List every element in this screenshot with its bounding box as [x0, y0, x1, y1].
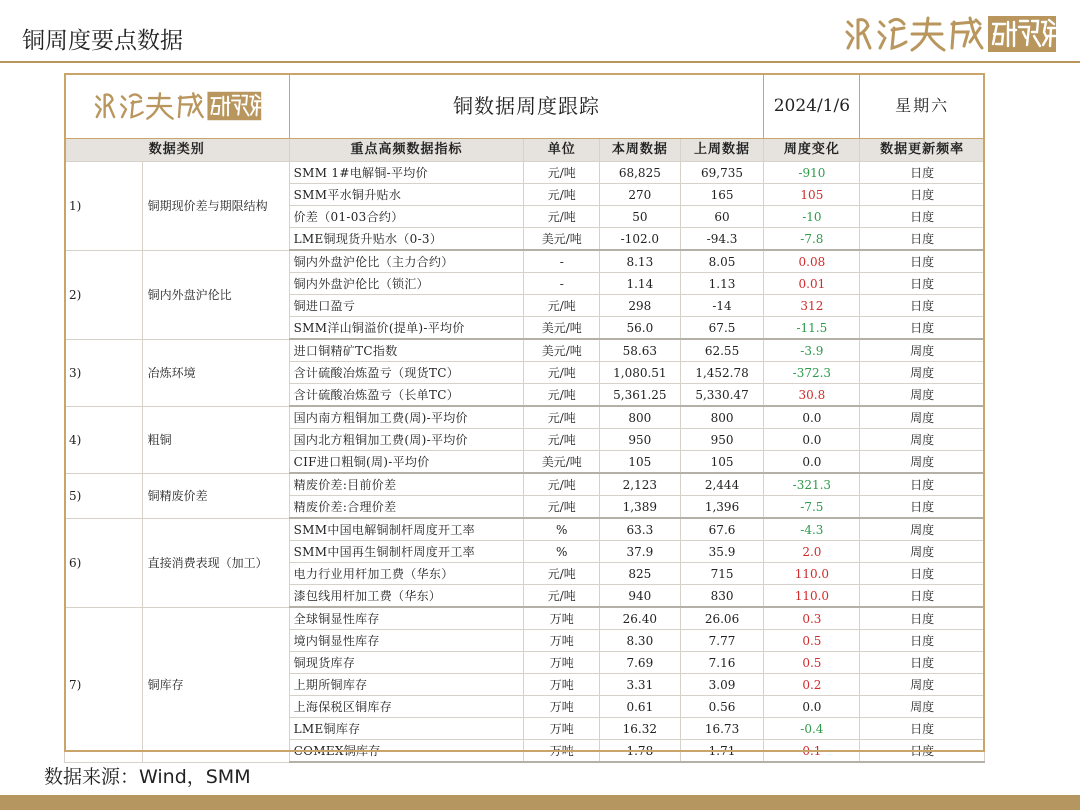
category-name: 粗铜 [142, 406, 289, 473]
category-number: 7) [65, 607, 143, 762]
data-source-note: 数据来源：Wind，SMM [44, 766, 251, 788]
this-week-cell: 1.14 [600, 273, 681, 295]
unit-cell: 美元/吨 [524, 228, 600, 251]
table-row [65, 339, 985, 362]
frequency-cell: 周度 [860, 674, 985, 696]
table-brand-logo [92, 83, 262, 129]
frequency-cell: 日度 [860, 473, 985, 496]
this-week-cell: 8.30 [600, 630, 681, 652]
col-header-weekly-change: 周度变化 [764, 139, 860, 162]
last-week-cell: 7.77 [680, 630, 764, 652]
weekly-change-cell: 2.0 [764, 541, 860, 563]
this-week-cell: 16.32 [600, 718, 681, 740]
unit-cell: 元/吨 [524, 362, 600, 384]
weekly-change-cell: 0.0 [764, 406, 860, 429]
last-week-cell: 2,444 [680, 473, 764, 496]
frequency-cell: 周度 [860, 339, 985, 362]
unit-cell: 万吨 [524, 607, 600, 630]
category-number: 4) [65, 406, 143, 473]
indicator-cell: LME铜现货升贴水（0-3） [289, 228, 524, 251]
last-week-cell: 69,735 [680, 162, 764, 184]
unit-cell: 元/吨 [524, 429, 600, 451]
weekly-change-cell: 0.0 [764, 451, 860, 474]
last-week-cell: 1.13 [680, 273, 764, 295]
unit-cell: 万吨 [524, 674, 600, 696]
this-week-cell: 68,825 [600, 162, 681, 184]
this-week-cell: -102.0 [600, 228, 681, 251]
last-week-cell: 715 [680, 563, 764, 585]
last-week-cell: 1.71 [680, 740, 764, 763]
this-week-cell: 56.0 [600, 317, 681, 340]
frequency-cell: 日度 [860, 607, 985, 630]
weekly-change-cell: 0.3 [764, 607, 860, 630]
unit-cell: 美元/吨 [524, 451, 600, 474]
unit-cell: 元/吨 [524, 563, 600, 585]
indicator-cell: 国内南方粗铜加工费(周)-平均价 [289, 406, 524, 429]
last-week-cell: 67.6 [680, 518, 764, 541]
indicator-cell: 境内铜显性库存 [289, 630, 524, 652]
frequency-cell: 日度 [860, 652, 985, 674]
frequency-cell: 日度 [860, 496, 985, 519]
footer-bar [0, 795, 1080, 810]
unit-cell: 万吨 [524, 740, 600, 763]
table-row [65, 473, 985, 496]
indicator-cell: COMEX铜库存 [289, 740, 524, 763]
unit-cell: 万吨 [524, 630, 600, 652]
table-row [65, 406, 985, 429]
weekly-change-cell: -3.9 [764, 339, 860, 362]
indicator-cell: 上期所铜库存 [289, 674, 524, 696]
indicator-cell: 铜进口盈亏 [289, 295, 524, 317]
this-week-cell: 5,361.25 [600, 384, 681, 407]
last-week-cell: 5,330.47 [680, 384, 764, 407]
frequency-cell: 周度 [860, 362, 985, 384]
frequency-cell: 日度 [860, 740, 985, 763]
weekly-change-cell: 312 [764, 295, 860, 317]
unit-cell: - [524, 250, 600, 273]
weekly-change-cell: -10 [764, 206, 860, 228]
this-week-cell: 825 [600, 563, 681, 585]
brand-logo [842, 12, 1057, 56]
frequency-cell: 日度 [860, 563, 985, 585]
weekly-change-cell: -7.5 [764, 496, 860, 519]
indicator-cell: SMM洋山铜溢价(提单)-平均价 [289, 317, 524, 340]
col-header-update-frequency: 数据更新频率 [860, 139, 985, 162]
frequency-cell: 日度 [860, 162, 985, 184]
last-week-cell: 7.16 [680, 652, 764, 674]
unit-cell: 元/吨 [524, 295, 600, 317]
unit-cell: 元/吨 [524, 384, 600, 407]
indicator-cell: 精废价差:目前价差 [289, 473, 524, 496]
category-number: 5) [65, 473, 143, 518]
table-logo-cell [65, 74, 290, 139]
this-week-cell: 37.9 [600, 541, 681, 563]
weekly-change-cell: -0.4 [764, 718, 860, 740]
this-week-cell: 26.40 [600, 607, 681, 630]
header-divider [0, 61, 1080, 63]
table-row [65, 607, 985, 630]
category-name: 铜期现价差与期限结构 [142, 162, 289, 251]
weekly-change-cell: 110.0 [764, 563, 860, 585]
table-row [65, 518, 985, 541]
last-week-cell: 105 [680, 451, 764, 474]
unit-cell: - [524, 273, 600, 295]
category-number: 3) [65, 339, 143, 406]
table-row [65, 162, 985, 184]
this-week-cell: 105 [600, 451, 681, 474]
this-week-cell: 270 [600, 184, 681, 206]
frequency-cell: 日度 [860, 630, 985, 652]
last-week-cell: 1,396 [680, 496, 764, 519]
frequency-cell: 日度 [860, 228, 985, 251]
col-header-unit: 单位 [524, 139, 600, 162]
frequency-cell: 周度 [860, 541, 985, 563]
last-week-cell: 60 [680, 206, 764, 228]
col-header-last-week: 上周数据 [680, 139, 764, 162]
frequency-cell: 日度 [860, 206, 985, 228]
indicator-cell: 全球铜显性库存 [289, 607, 524, 630]
column-header-row [65, 139, 985, 162]
frequency-cell: 日度 [860, 273, 985, 295]
category-number: 6) [65, 518, 143, 607]
weekly-change-cell: 0.08 [764, 250, 860, 273]
this-week-cell: 1.78 [600, 740, 681, 763]
indicator-cell: LME铜库存 [289, 718, 524, 740]
this-week-cell: 1,080.51 [600, 362, 681, 384]
indicator-cell: SMM中国再生铜制杆周度开工率 [289, 541, 524, 563]
unit-cell: 万吨 [524, 718, 600, 740]
unit-cell: % [524, 518, 600, 541]
frequency-cell: 周度 [860, 518, 985, 541]
weekly-change-cell: 0.2 [764, 674, 860, 696]
copper-weekly-table [64, 73, 985, 763]
unit-cell: 元/吨 [524, 585, 600, 608]
weekly-change-cell: -4.3 [764, 518, 860, 541]
this-week-cell: 800 [600, 406, 681, 429]
unit-cell: 元/吨 [524, 473, 600, 496]
page-title: 铜周度要点数据 [22, 28, 183, 54]
weekly-change-cell: 105 [764, 184, 860, 206]
this-week-cell: 298 [600, 295, 681, 317]
weekly-change-cell: 0.01 [764, 273, 860, 295]
weekly-change-cell: 30.8 [764, 384, 860, 407]
frequency-cell: 日度 [860, 184, 985, 206]
last-week-cell: 950 [680, 429, 764, 451]
this-week-cell: 58.63 [600, 339, 681, 362]
frequency-cell: 日度 [860, 317, 985, 340]
this-week-cell: 7.69 [600, 652, 681, 674]
this-week-cell: 63.3 [600, 518, 681, 541]
last-week-cell: 16.73 [680, 718, 764, 740]
last-week-cell: 26.06 [680, 607, 764, 630]
this-week-cell: 2,123 [600, 473, 681, 496]
weekly-change-cell: -321.3 [764, 473, 860, 496]
last-week-cell: 800 [680, 406, 764, 429]
weekly-change-cell: 110.0 [764, 585, 860, 608]
weekly-change-cell: 0.5 [764, 630, 860, 652]
this-week-cell: 950 [600, 429, 681, 451]
category-name: 直接消费表现（加工） [142, 518, 289, 607]
unit-cell: 元/吨 [524, 496, 600, 519]
weekly-change-cell: -372.3 [764, 362, 860, 384]
weekly-change-cell: 0.0 [764, 696, 860, 718]
indicator-cell: SMM平水铜升贴水 [289, 184, 524, 206]
last-week-cell: 3.09 [680, 674, 764, 696]
category-number: 1) [65, 162, 143, 251]
indicator-cell: 漆包线用杆加工费（华东） [289, 585, 524, 608]
last-week-cell: 35.9 [680, 541, 764, 563]
report-date: 2024/1/6 [764, 74, 860, 139]
indicator-cell: 精废价差:合理价差 [289, 496, 524, 519]
weekly-change-cell: 0.0 [764, 429, 860, 451]
col-header-category: 数据类别 [65, 139, 290, 162]
last-week-cell: 830 [680, 585, 764, 608]
indicator-cell: 进口铜精矿TC指数 [289, 339, 524, 362]
this-week-cell: 1,389 [600, 496, 681, 519]
indicator-cell: 国内北方粗铜加工费(周)-平均价 [289, 429, 524, 451]
indicator-cell: 含计硫酸冶炼盈亏（现货TC） [289, 362, 524, 384]
this-week-cell: 8.13 [600, 250, 681, 273]
weekly-change-cell: -7.8 [764, 228, 860, 251]
indicator-cell: SMM 1#电解铜-平均价 [289, 162, 524, 184]
this-week-cell: 50 [600, 206, 681, 228]
indicator-cell: 价差（01-03合约） [289, 206, 524, 228]
col-header-this-week: 本周数据 [600, 139, 681, 162]
this-week-cell: 0.61 [600, 696, 681, 718]
unit-cell: 元/吨 [524, 162, 600, 184]
category-name: 铜库存 [142, 607, 289, 762]
frequency-cell: 日度 [860, 718, 985, 740]
weekly-change-cell: 0.1 [764, 740, 860, 763]
weekly-change-cell: -11.5 [764, 317, 860, 340]
indicator-cell: 上海保税区铜库存 [289, 696, 524, 718]
category-name: 铜内外盘沪伦比 [142, 250, 289, 339]
indicator-cell: CIF进口粗铜(周)-平均价 [289, 451, 524, 474]
category-name: 铜精废价差 [142, 473, 289, 518]
table-banner-row [65, 74, 985, 139]
unit-cell: 美元/吨 [524, 317, 600, 340]
last-week-cell: 165 [680, 184, 764, 206]
col-header-indicator: 重点高频数据指标 [289, 139, 524, 162]
frequency-cell: 周度 [860, 451, 985, 474]
unit-cell: 美元/吨 [524, 339, 600, 362]
this-week-cell: 940 [600, 585, 681, 608]
frequency-cell: 日度 [860, 585, 985, 608]
last-week-cell: 67.5 [680, 317, 764, 340]
frequency-cell: 周度 [860, 429, 985, 451]
indicator-cell: SMM中国电解铜制杆周度开工率 [289, 518, 524, 541]
frequency-cell: 日度 [860, 250, 985, 273]
this-week-cell: 3.31 [600, 674, 681, 696]
last-week-cell: -94.3 [680, 228, 764, 251]
category-name: 冶炼环境 [142, 339, 289, 406]
table-row [65, 250, 985, 273]
indicator-cell: 铜内外盘沪伦比（主力合约） [289, 250, 524, 273]
unit-cell: 元/吨 [524, 184, 600, 206]
indicator-cell: 含计硫酸冶炼盈亏（长单TC） [289, 384, 524, 407]
last-week-cell: 8.05 [680, 250, 764, 273]
frequency-cell: 周度 [860, 406, 985, 429]
unit-cell: 元/吨 [524, 206, 600, 228]
indicator-cell: 电力行业用杆加工费（华东） [289, 563, 524, 585]
category-number: 2) [65, 250, 143, 339]
unit-cell: 万吨 [524, 652, 600, 674]
frequency-cell: 周度 [860, 384, 985, 407]
last-week-cell: -14 [680, 295, 764, 317]
weekly-change-cell: -910 [764, 162, 860, 184]
frequency-cell: 周度 [860, 696, 985, 718]
indicator-cell: 铜内外盘沪伦比（锁汇） [289, 273, 524, 295]
unit-cell: 万吨 [524, 696, 600, 718]
indicator-cell: 铜现货库存 [289, 652, 524, 674]
unit-cell: % [524, 541, 600, 563]
last-week-cell: 62.55 [680, 339, 764, 362]
frequency-cell: 日度 [860, 295, 985, 317]
last-week-cell: 1,452.78 [680, 362, 764, 384]
report-weekday: 星期六 [860, 74, 985, 139]
weekly-change-cell: 0.5 [764, 652, 860, 674]
table-title: 铜数据周度跟踪 [289, 74, 764, 139]
last-week-cell: 0.56 [680, 696, 764, 718]
unit-cell: 元/吨 [524, 406, 600, 429]
